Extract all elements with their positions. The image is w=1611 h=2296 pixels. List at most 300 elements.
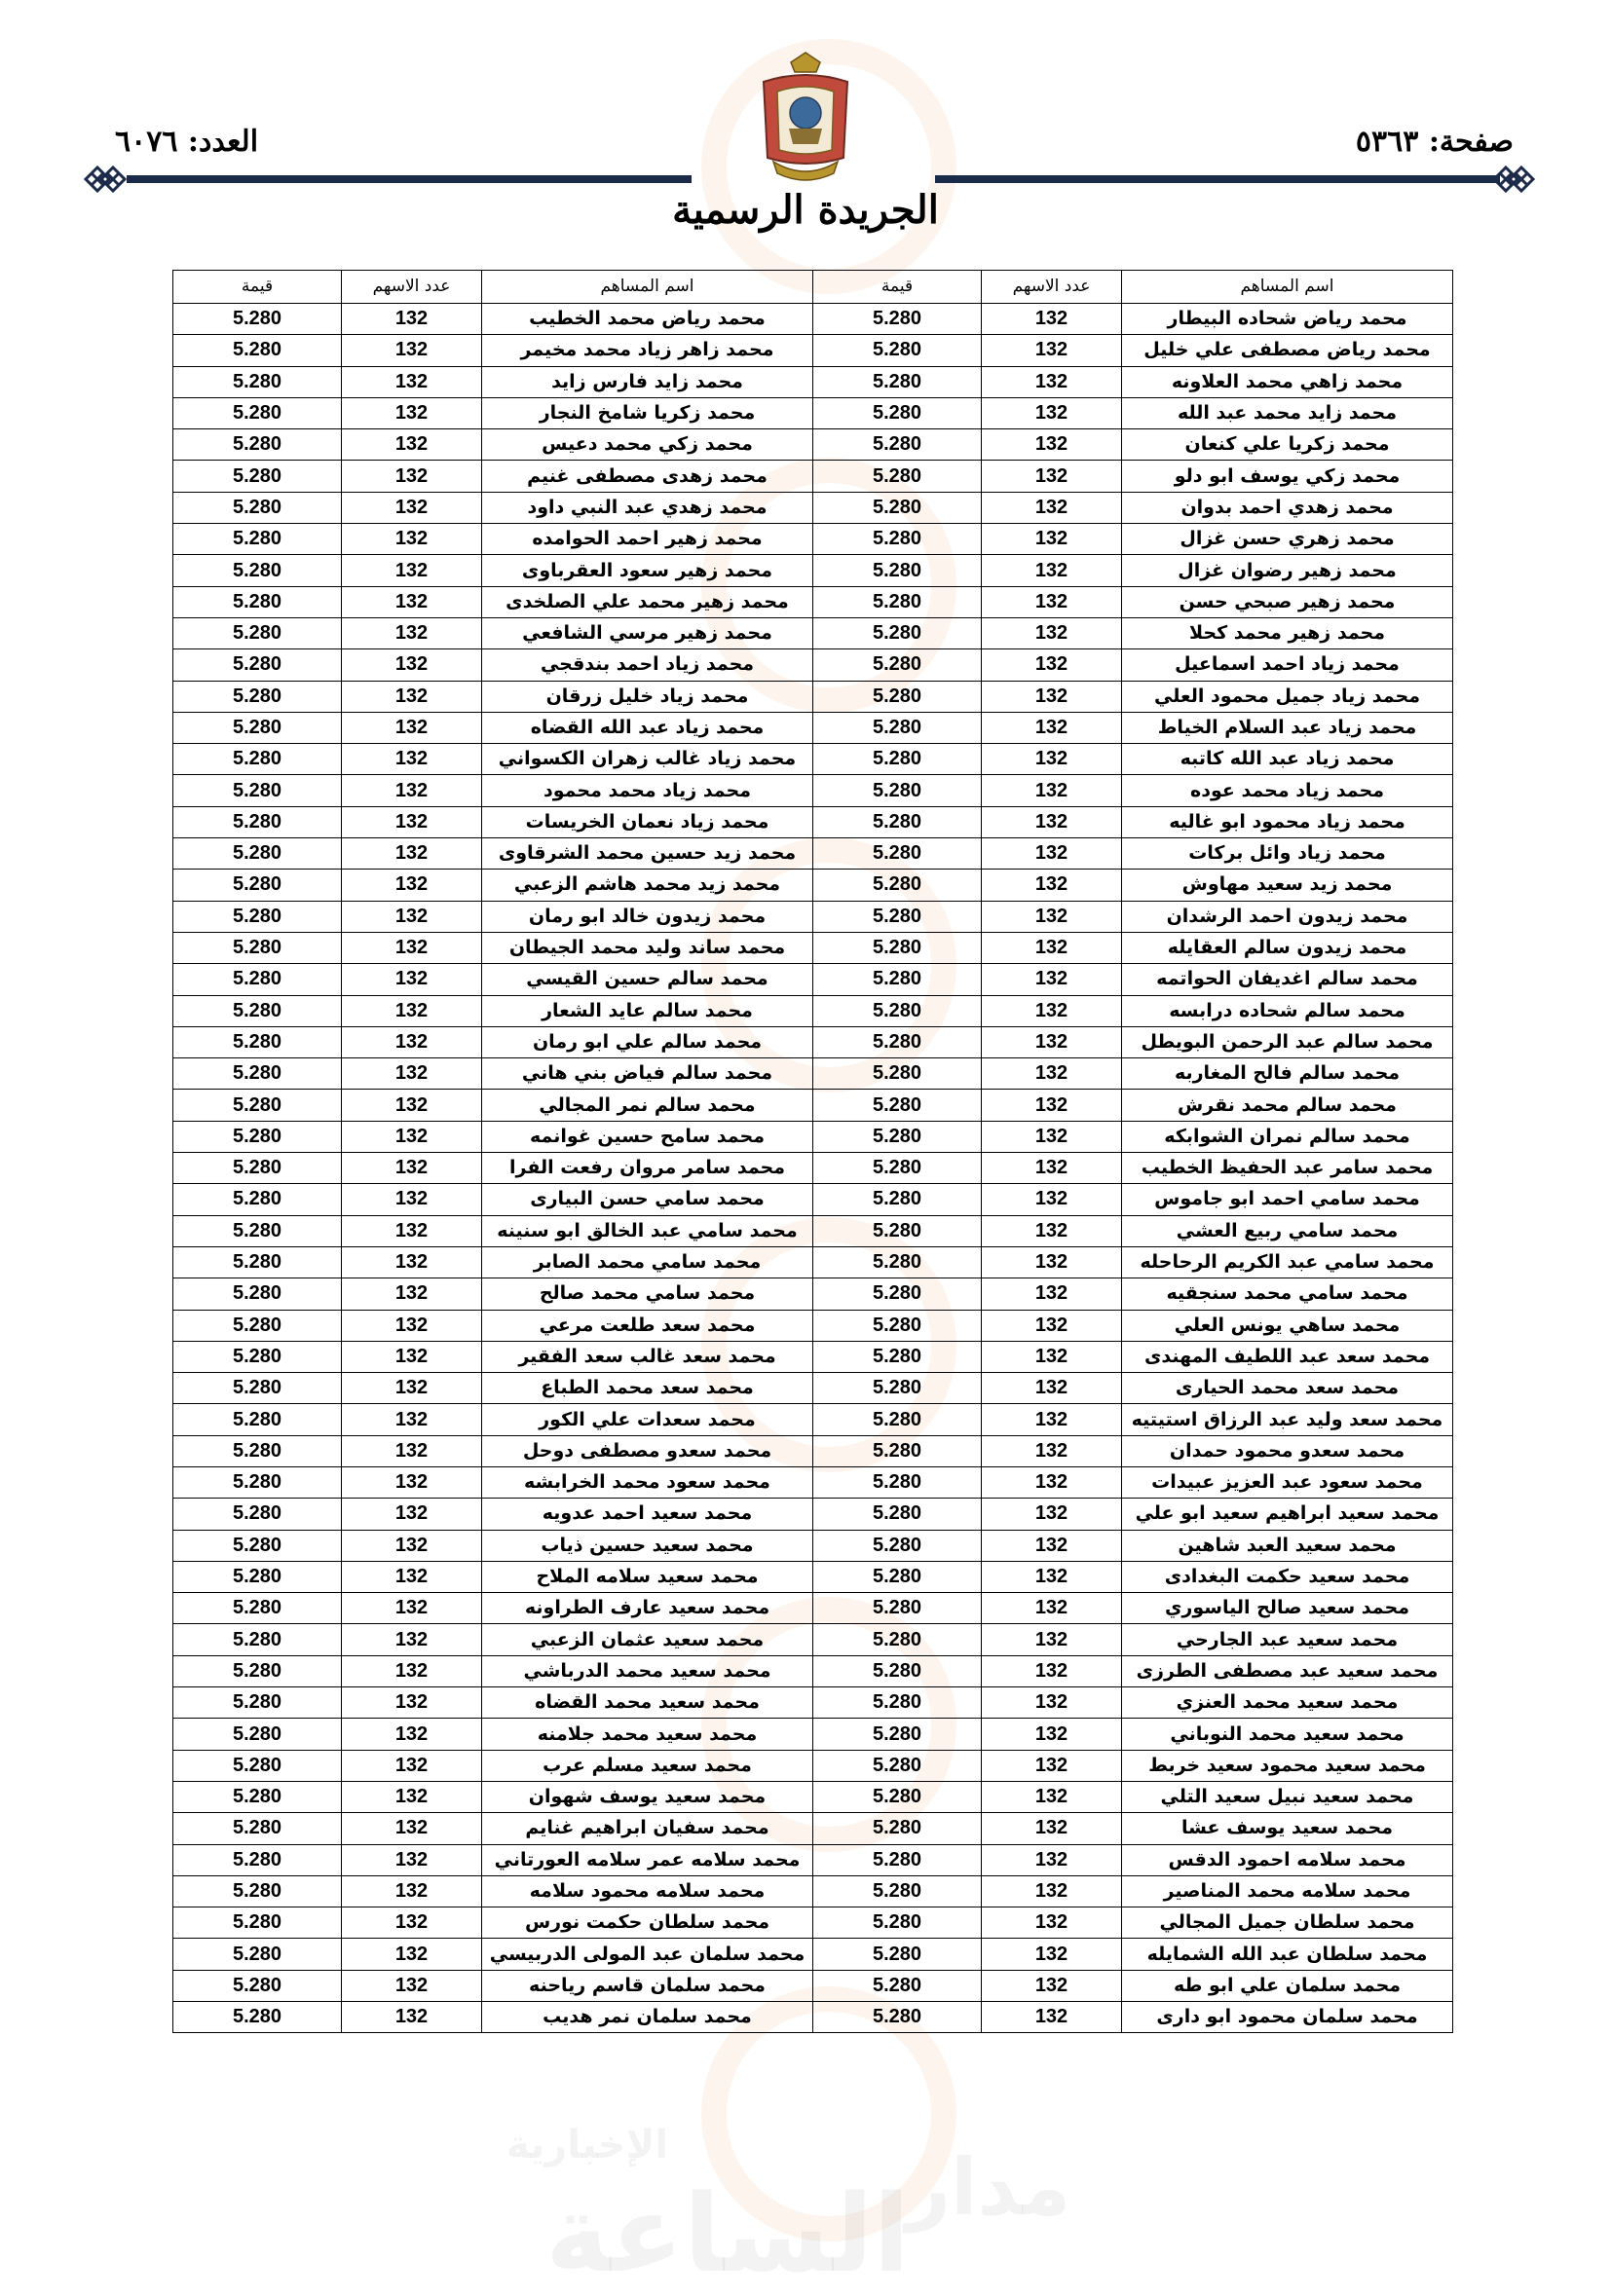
share-value-cell: 5.280 — [813, 1781, 982, 1812]
share-value-cell: 5.280 — [813, 2002, 982, 2033]
share-count-cell: 132 — [982, 1781, 1122, 1812]
share-count-cell: 132 — [982, 461, 1122, 492]
share-count-cell: 132 — [982, 1844, 1122, 1875]
shareholder-name-cell: محمد زياد محمد عوده — [1122, 775, 1453, 806]
share-value-cell: 5.280 — [813, 586, 982, 617]
shareholder-name-cell: محمد زياد خليل زرقان — [482, 681, 813, 712]
share-value-cell: 5.280 — [173, 649, 342, 681]
shareholder-name-cell: محمد سعيد حكمت البغدادى — [1122, 1561, 1453, 1592]
shareholder-name-cell: محمد سعيد محمد العنزي — [1122, 1687, 1453, 1719]
table-row — [173, 870, 1453, 901]
shareholder-name-cell: محمد سامر مروان رفعت الفرا — [482, 1153, 813, 1184]
table-row — [173, 838, 1453, 870]
share-value-cell: 5.280 — [813, 806, 982, 837]
shareholder-name-cell: محمد سعد طلعت مرعي — [482, 1310, 813, 1341]
share-value-cell: 5.280 — [173, 1781, 342, 1812]
share-value-cell: 5.280 — [173, 1687, 342, 1719]
shareholder-name-cell: محمد سعود عبد العزيز عبيدات — [1122, 1466, 1453, 1498]
table-row — [173, 1435, 1453, 1466]
shareholder-name-cell: محمد سعيد نبيل سعيد التلي — [1122, 1781, 1453, 1812]
share-count-cell: 132 — [982, 1970, 1122, 2001]
column-header-value: قيمة — [173, 271, 342, 304]
share-value-cell: 5.280 — [813, 1278, 982, 1310]
shareholder-name-cell: محمد رياض مصطفى علي خليل — [1122, 335, 1453, 366]
share-value-cell: 5.280 — [813, 1121, 982, 1152]
table-row — [173, 429, 1453, 461]
shareholder-name-cell: محمد زهير محمد علي الصلخدى — [482, 586, 813, 617]
share-count-cell: 132 — [342, 1750, 482, 1781]
share-value-cell: 5.280 — [813, 335, 982, 366]
share-value-cell: 5.280 — [813, 964, 982, 995]
share-count-cell: 132 — [982, 1435, 1122, 1466]
share-value-cell: 5.280 — [173, 1561, 342, 1592]
share-value-cell: 5.280 — [173, 1310, 342, 1341]
shareholder-name-cell: محمد زهير رضوان غزال — [1122, 555, 1453, 586]
share-value-cell: 5.280 — [173, 1153, 342, 1184]
share-value-cell: 5.280 — [813, 681, 982, 712]
share-value-cell: 5.280 — [173, 775, 342, 806]
share-count-cell: 132 — [982, 649, 1122, 681]
shareholder-name-cell: محمد سامي عبد الكريم الرحاحله — [1122, 1246, 1453, 1278]
table-row — [173, 1373, 1453, 1404]
share-count-cell: 132 — [342, 1153, 482, 1184]
share-value-cell: 5.280 — [813, 304, 982, 335]
shareholder-name-cell: محمد زكريا شامخ النجار — [482, 397, 813, 428]
share-value-cell: 5.280 — [173, 1655, 342, 1686]
share-value-cell: 5.280 — [173, 555, 342, 586]
share-count-cell: 132 — [982, 1875, 1122, 1907]
share-count-cell: 132 — [342, 524, 482, 555]
share-value-cell: 5.280 — [813, 1499, 982, 1530]
shareholder-name-cell: محمد سلامه محمود سلامه — [482, 1875, 813, 1907]
shareholder-name-cell: محمد سعيد ابراهيم سعيد ابو علي — [1122, 1499, 1453, 1530]
share-value-cell: 5.280 — [813, 1593, 982, 1624]
table-row — [173, 712, 1453, 743]
table-row — [173, 1624, 1453, 1655]
shareholder-name-cell: محمد زكريا علي كنعان — [1122, 429, 1453, 461]
shareholder-name-cell: محمد سعيد محمد جلامنه — [482, 1719, 813, 1750]
share-value-cell: 5.280 — [173, 1246, 342, 1278]
share-count-cell: 132 — [342, 461, 482, 492]
shareholder-name-cell: محمد زاهر زياد محمد مخيمر — [482, 335, 813, 366]
share-value-cell: 5.280 — [813, 1058, 982, 1090]
shareholder-name-cell: محمد زيدون احمد الرشدان — [1122, 901, 1453, 932]
shareholder-name-cell: محمد سالم اغديفان الحواتمه — [1122, 964, 1453, 995]
share-count-cell: 132 — [982, 1907, 1122, 1939]
share-count-cell: 132 — [342, 806, 482, 837]
share-count-cell: 132 — [982, 1246, 1122, 1278]
share-value-cell: 5.280 — [813, 1026, 982, 1057]
share-count-cell: 132 — [982, 775, 1122, 806]
shareholder-name-cell: محمد سعد عبد اللطيف المهندى — [1122, 1341, 1453, 1372]
share-value-cell: 5.280 — [813, 1750, 982, 1781]
share-count-cell: 132 — [982, 1341, 1122, 1372]
share-value-cell: 5.280 — [813, 1813, 982, 1844]
share-count-cell: 132 — [342, 1184, 482, 1215]
shareholder-name-cell: محمد سالم فياض بني هاني — [482, 1058, 813, 1090]
share-count-cell: 132 — [982, 524, 1122, 555]
share-count-cell: 132 — [982, 1058, 1122, 1090]
shareholder-name-cell: محمد سعدو مصطفى دوحل — [482, 1435, 813, 1466]
share-value-cell: 5.280 — [173, 1844, 342, 1875]
table-row — [173, 1875, 1453, 1907]
shareholder-name-cell: محمد زيدون خالد ابو رمان — [482, 901, 813, 932]
share-count-cell: 132 — [982, 586, 1122, 617]
shareholder-name-cell: محمد سعيد عبد مصطفى الطرزى — [1122, 1655, 1453, 1686]
shareholder-name-cell: محمد زهدي عبد النبي داود — [482, 492, 813, 523]
table-row — [173, 1813, 1453, 1844]
column-header-name: اسم المساهم — [1122, 271, 1453, 304]
share-count-cell: 132 — [342, 1561, 482, 1592]
share-value-cell: 5.280 — [813, 524, 982, 555]
shareholder-name-cell: محمد سعيد يوسف عشا — [1122, 1813, 1453, 1844]
table-row — [173, 1687, 1453, 1719]
share-value-cell: 5.280 — [813, 1246, 982, 1278]
shareholder-name-cell: محمد زهير سعود العقرباوى — [482, 555, 813, 586]
shareholder-name-cell: محمد زياد عبد الله القضاه — [482, 712, 813, 743]
share-value-cell: 5.280 — [813, 1153, 982, 1184]
share-count-cell: 132 — [342, 838, 482, 870]
column-header-count: عدد الاسهم — [982, 271, 1122, 304]
share-value-cell: 5.280 — [173, 1341, 342, 1372]
share-count-cell: 132 — [342, 995, 482, 1026]
table-row — [173, 461, 1453, 492]
share-count-cell: 132 — [342, 555, 482, 586]
shareholder-name-cell: محمد زياد غالب زهران الكسواني — [482, 744, 813, 775]
shareholder-name-cell: محمد سامي ربيع العشي — [1122, 1215, 1453, 1246]
table-row — [173, 1026, 1453, 1057]
shareholder-name-cell: محمد سلامه محمد المناصير — [1122, 1875, 1453, 1907]
share-value-cell: 5.280 — [813, 1090, 982, 1121]
share-value-cell: 5.280 — [173, 524, 342, 555]
share-count-cell: 132 — [342, 744, 482, 775]
share-count-cell: 132 — [342, 366, 482, 397]
shareholder-name-cell: محمد سعيد يوسف شهوان — [482, 1781, 813, 1812]
share-count-cell: 132 — [342, 1907, 482, 1939]
shareholder-name-cell: محمد سالم عبد الرحمن البويطل — [1122, 1026, 1453, 1057]
shareholder-name-cell: محمد زيد سعيد مهاوش — [1122, 870, 1453, 901]
share-value-cell: 5.280 — [813, 461, 982, 492]
shareholder-name-cell: محمد سعيد محمد النوباني — [1122, 1719, 1453, 1750]
shareholder-name-cell: محمد زياد احمد اسماعيل — [1122, 649, 1453, 681]
share-count-cell: 132 — [982, 1404, 1122, 1435]
shareholder-name-cell: محمد زهدي احمد بدوان — [1122, 492, 1453, 523]
shareholder-name-cell: محمد سعيد صالح الياسوري — [1122, 1593, 1453, 1624]
share-value-cell: 5.280 — [813, 1561, 982, 1592]
shareholder-name-cell: محمد سامر عبد الحفيظ الخطيب — [1122, 1153, 1453, 1184]
shareholder-name-cell: محمد ساهي يونس العلي — [1122, 1310, 1453, 1341]
table-row — [173, 1844, 1453, 1875]
share-value-cell: 5.280 — [813, 492, 982, 523]
share-count-cell: 132 — [982, 1184, 1122, 1215]
share-count-cell: 132 — [342, 649, 482, 681]
shareholder-name-cell: محمد سالم فالح المغاربه — [1122, 1058, 1453, 1090]
share-count-cell: 132 — [982, 744, 1122, 775]
share-value-cell: 5.280 — [813, 1655, 982, 1686]
shareholder-name-cell: محمد زهدى مصطفى غنيم — [482, 461, 813, 492]
table-row — [173, 775, 1453, 806]
share-count-cell: 132 — [342, 1624, 482, 1655]
table-row — [173, 366, 1453, 397]
table-row — [173, 1719, 1453, 1750]
shareholder-name-cell: محمد سعد وليد عبد الرزاق استيتيه — [1122, 1404, 1453, 1435]
share-count-cell: 132 — [982, 995, 1122, 1026]
share-value-cell: 5.280 — [813, 1466, 982, 1498]
share-count-cell: 132 — [342, 1970, 482, 2001]
share-value-cell: 5.280 — [173, 901, 342, 932]
table-row — [173, 2002, 1453, 2033]
shareholder-name-cell: محمد زياد محمد محمود — [482, 775, 813, 806]
share-count-cell: 132 — [342, 617, 482, 648]
share-count-cell: 132 — [342, 901, 482, 932]
share-value-cell: 5.280 — [813, 775, 982, 806]
table-row — [173, 304, 1453, 335]
share-value-cell: 5.280 — [173, 712, 342, 743]
share-count-cell: 132 — [982, 1750, 1122, 1781]
table-row — [173, 524, 1453, 555]
share-count-cell: 132 — [982, 1813, 1122, 1844]
share-count-cell: 132 — [982, 555, 1122, 586]
share-value-cell: 5.280 — [173, 870, 342, 901]
shareholder-name-cell: محمد زهير صبحي حسن — [1122, 586, 1453, 617]
share-count-cell: 132 — [342, 1373, 482, 1404]
shareholder-name-cell: محمد سامي حسن البيارى — [482, 1184, 813, 1215]
table-row — [173, 1090, 1453, 1121]
watermark-brand: مدار — [906, 2142, 1071, 2233]
share-value-cell: 5.280 — [173, 806, 342, 837]
share-value-cell: 5.280 — [813, 1530, 982, 1561]
table-row — [173, 1215, 1453, 1246]
share-value-cell: 5.280 — [813, 744, 982, 775]
share-count-cell: 132 — [342, 1466, 482, 1498]
share-value-cell: 5.280 — [813, 1844, 982, 1875]
shareholder-name-cell: محمد سفيان ابراهيم غنايم — [482, 1813, 813, 1844]
share-value-cell: 5.280 — [813, 555, 982, 586]
table-row — [173, 1341, 1453, 1372]
shareholder-name-cell: محمد سلطان جميل المجالي — [1122, 1907, 1453, 1939]
share-value-cell: 5.280 — [173, 1184, 342, 1215]
share-count-cell: 132 — [982, 1561, 1122, 1592]
share-count-cell: 132 — [982, 964, 1122, 995]
share-value-cell: 5.280 — [173, 1813, 342, 1844]
share-value-cell: 5.280 — [173, 1719, 342, 1750]
table-row — [173, 901, 1453, 932]
shareholder-name-cell: محمد سعيد عبد الجارحي — [1122, 1624, 1453, 1655]
share-count-cell: 132 — [982, 429, 1122, 461]
shareholder-name-cell: محمد سامي محمد الصابر — [482, 1246, 813, 1278]
column-header-value: قيمة — [813, 271, 982, 304]
page-number-label: صفحة: ٥٣٦٣ — [1355, 125, 1514, 159]
table-row — [173, 964, 1453, 995]
shareholder-name-cell: محمد زياد جميل محمود العلي — [1122, 681, 1453, 712]
share-count-cell: 132 — [342, 1687, 482, 1719]
coat-of-arms-icon — [752, 49, 859, 190]
share-value-cell: 5.280 — [173, 335, 342, 366]
shareholder-name-cell: محمد سلمان قاسم رياحنه — [482, 1970, 813, 2001]
share-value-cell: 5.280 — [813, 1907, 982, 1939]
share-value-cell: 5.280 — [173, 744, 342, 775]
share-value-cell: 5.280 — [813, 838, 982, 870]
gazette-title: الجريدة الرسمية — [672, 187, 939, 233]
shareholder-name-cell: محمد زكي محمد دعيس — [482, 429, 813, 461]
share-value-cell: 5.280 — [173, 681, 342, 712]
share-count-cell: 132 — [982, 397, 1122, 428]
share-count-cell: 132 — [342, 932, 482, 963]
table-row — [173, 586, 1453, 617]
shareholder-name-cell: محمد سالم شحاده درابسه — [1122, 995, 1453, 1026]
share-count-cell: 132 — [342, 870, 482, 901]
shareholder-name-cell: محمد سامي عبد الخالق ابو سنينه — [482, 1215, 813, 1246]
share-count-cell: 132 — [342, 1813, 482, 1844]
table-row — [173, 649, 1453, 681]
share-value-cell: 5.280 — [173, 1026, 342, 1057]
shareholder-name-cell: محمد رياض شحاده البيطار — [1122, 304, 1453, 335]
share-value-cell: 5.280 — [173, 1593, 342, 1624]
shareholder-name-cell: محمد سعد محمد الطباع — [482, 1373, 813, 1404]
share-count-cell: 132 — [342, 1404, 482, 1435]
share-value-cell: 5.280 — [173, 1499, 342, 1530]
share-count-cell: 132 — [982, 932, 1122, 963]
shareholder-name-cell: محمد زيد حسين محمد الشرقاوى — [482, 838, 813, 870]
shareholder-name-cell: محمد زياد عبد السلام الخياط — [1122, 712, 1453, 743]
page-header — [0, 0, 1611, 263]
shareholder-name-cell: محمد سعود محمد الخرابشه — [482, 1466, 813, 1498]
shareholder-name-cell: محمد سعيد محمد القضاه — [482, 1687, 813, 1719]
issue-number-label: العدد: ٦٠٧٦ — [115, 125, 259, 159]
share-value-cell: 5.280 — [173, 1404, 342, 1435]
table-row — [173, 1939, 1453, 1970]
shareholder-name-cell: محمد زهير احمد الحوامده — [482, 524, 813, 555]
share-count-cell: 132 — [982, 1719, 1122, 1750]
share-count-cell: 132 — [982, 1278, 1122, 1310]
share-value-cell: 5.280 — [173, 1278, 342, 1310]
share-count-cell: 132 — [982, 617, 1122, 648]
shareholders-table — [172, 270, 1453, 2033]
shareholder-name-cell: محمد زكي يوسف ابو دلو — [1122, 461, 1453, 492]
shareholder-name-cell: محمد زيد محمد هاشم الزعبي — [482, 870, 813, 901]
share-value-cell: 5.280 — [173, 366, 342, 397]
table-row — [173, 1907, 1453, 1939]
share-count-cell: 132 — [342, 492, 482, 523]
share-count-cell: 132 — [342, 586, 482, 617]
shareholder-name-cell: محمد سعيد احمد عدويه — [482, 1499, 813, 1530]
share-value-cell: 5.280 — [173, 1530, 342, 1561]
share-value-cell: 5.280 — [173, 1875, 342, 1907]
shareholder-name-cell: محمد سامي محمد سنجقيه — [1122, 1278, 1453, 1310]
table-row — [173, 492, 1453, 523]
share-count-cell: 132 — [982, 1026, 1122, 1057]
table-row — [173, 1310, 1453, 1341]
shareholder-name-cell: محمد سعيد عثمان الزعبي — [482, 1624, 813, 1655]
share-value-cell: 5.280 — [813, 870, 982, 901]
share-value-cell: 5.280 — [813, 1875, 982, 1907]
header-rule-right — [935, 175, 1500, 183]
shareholder-name-cell: محمد زياد وائل بركات — [1122, 838, 1453, 870]
share-count-cell: 132 — [342, 335, 482, 366]
share-count-cell: 132 — [342, 1215, 482, 1246]
share-count-cell: 132 — [342, 1310, 482, 1341]
share-count-cell: 132 — [982, 2002, 1122, 2033]
share-count-cell: 132 — [982, 1310, 1122, 1341]
share-value-cell: 5.280 — [813, 366, 982, 397]
shareholder-name-cell: محمد زياد عبد الله كاتبه — [1122, 744, 1453, 775]
share-value-cell: 5.280 — [813, 1310, 982, 1341]
watermark-sub: الإخبارية — [506, 2123, 668, 2167]
share-count-cell: 132 — [982, 806, 1122, 837]
table-row — [173, 1655, 1453, 1686]
shareholder-name-cell: محمد زهري حسن غزال — [1122, 524, 1453, 555]
shareholder-name-cell: محمد سلامه احمود الدقس — [1122, 1844, 1453, 1875]
share-count-cell: 132 — [342, 1655, 482, 1686]
shareholder-name-cell: محمد سلمان نمر هديب — [482, 2002, 813, 2033]
shareholder-name-cell: محمد زهير محمد كحلا — [1122, 617, 1453, 648]
shareholder-name-cell: محمد سامح حسين غوانمه — [482, 1121, 813, 1152]
shareholder-name-cell: محمد ساند وليد محمد الجيطان — [482, 932, 813, 963]
table-row — [173, 995, 1453, 1026]
share-value-cell: 5.280 — [173, 932, 342, 963]
share-value-cell: 5.280 — [173, 1373, 342, 1404]
shareholder-name-cell: محمد سلمان عبد المولى الدربيسي — [482, 1939, 813, 1970]
shareholder-name-cell: محمد سعيد عارف الطراونه — [482, 1593, 813, 1624]
shareholder-name-cell: محمد سالم علي ابو رمان — [482, 1026, 813, 1057]
share-count-cell: 132 — [982, 1593, 1122, 1624]
share-value-cell: 5.280 — [813, 397, 982, 428]
table-row — [173, 681, 1453, 712]
table-row — [173, 617, 1453, 648]
share-count-cell: 132 — [982, 1466, 1122, 1498]
share-value-cell: 5.280 — [173, 1090, 342, 1121]
share-count-cell: 132 — [982, 1121, 1122, 1152]
share-value-cell: 5.280 — [173, 1750, 342, 1781]
share-count-cell: 132 — [982, 1939, 1122, 1970]
share-count-cell: 132 — [982, 1373, 1122, 1404]
share-count-cell: 132 — [982, 1687, 1122, 1719]
share-value-cell: 5.280 — [813, 1184, 982, 1215]
watermark-brand-big: الساعة — [545, 2171, 911, 2296]
table-row — [173, 1121, 1453, 1152]
shareholder-name-cell: محمد سعدو محمود حمدان — [1122, 1435, 1453, 1466]
share-count-cell: 132 — [982, 870, 1122, 901]
table-row — [173, 1781, 1453, 1812]
share-value-cell: 5.280 — [813, 1373, 982, 1404]
shareholder-name-cell: محمد زايد محمد عبد الله — [1122, 397, 1453, 428]
share-value-cell: 5.280 — [173, 1466, 342, 1498]
share-count-cell: 132 — [982, 1655, 1122, 1686]
table-row — [173, 1246, 1453, 1278]
share-value-cell: 5.280 — [813, 1687, 982, 1719]
shareholder-name-cell: محمد سالم نمر المجالي — [482, 1090, 813, 1121]
share-count-cell: 132 — [982, 492, 1122, 523]
share-count-cell: 132 — [342, 1341, 482, 1372]
table-row — [173, 1530, 1453, 1561]
table-row — [173, 806, 1453, 837]
shareholder-name-cell: محمد زايد فارس زايد — [482, 366, 813, 397]
share-value-cell: 5.280 — [173, 838, 342, 870]
share-count-cell: 132 — [342, 1499, 482, 1530]
table-row — [173, 555, 1453, 586]
share-value-cell: 5.280 — [813, 712, 982, 743]
table-body — [173, 304, 1453, 2033]
table-row — [173, 1404, 1453, 1435]
shareholder-name-cell: محمد سالم محمد نقرش — [1122, 1090, 1453, 1121]
share-value-cell: 5.280 — [813, 901, 982, 932]
shareholder-name-cell: محمد زياد نعمان الخريسات — [482, 806, 813, 837]
share-value-cell: 5.280 — [173, 2002, 342, 2033]
share-value-cell: 5.280 — [173, 1215, 342, 1246]
share-value-cell: 5.280 — [813, 932, 982, 963]
table-row — [173, 1499, 1453, 1530]
share-count-cell: 132 — [342, 1278, 482, 1310]
